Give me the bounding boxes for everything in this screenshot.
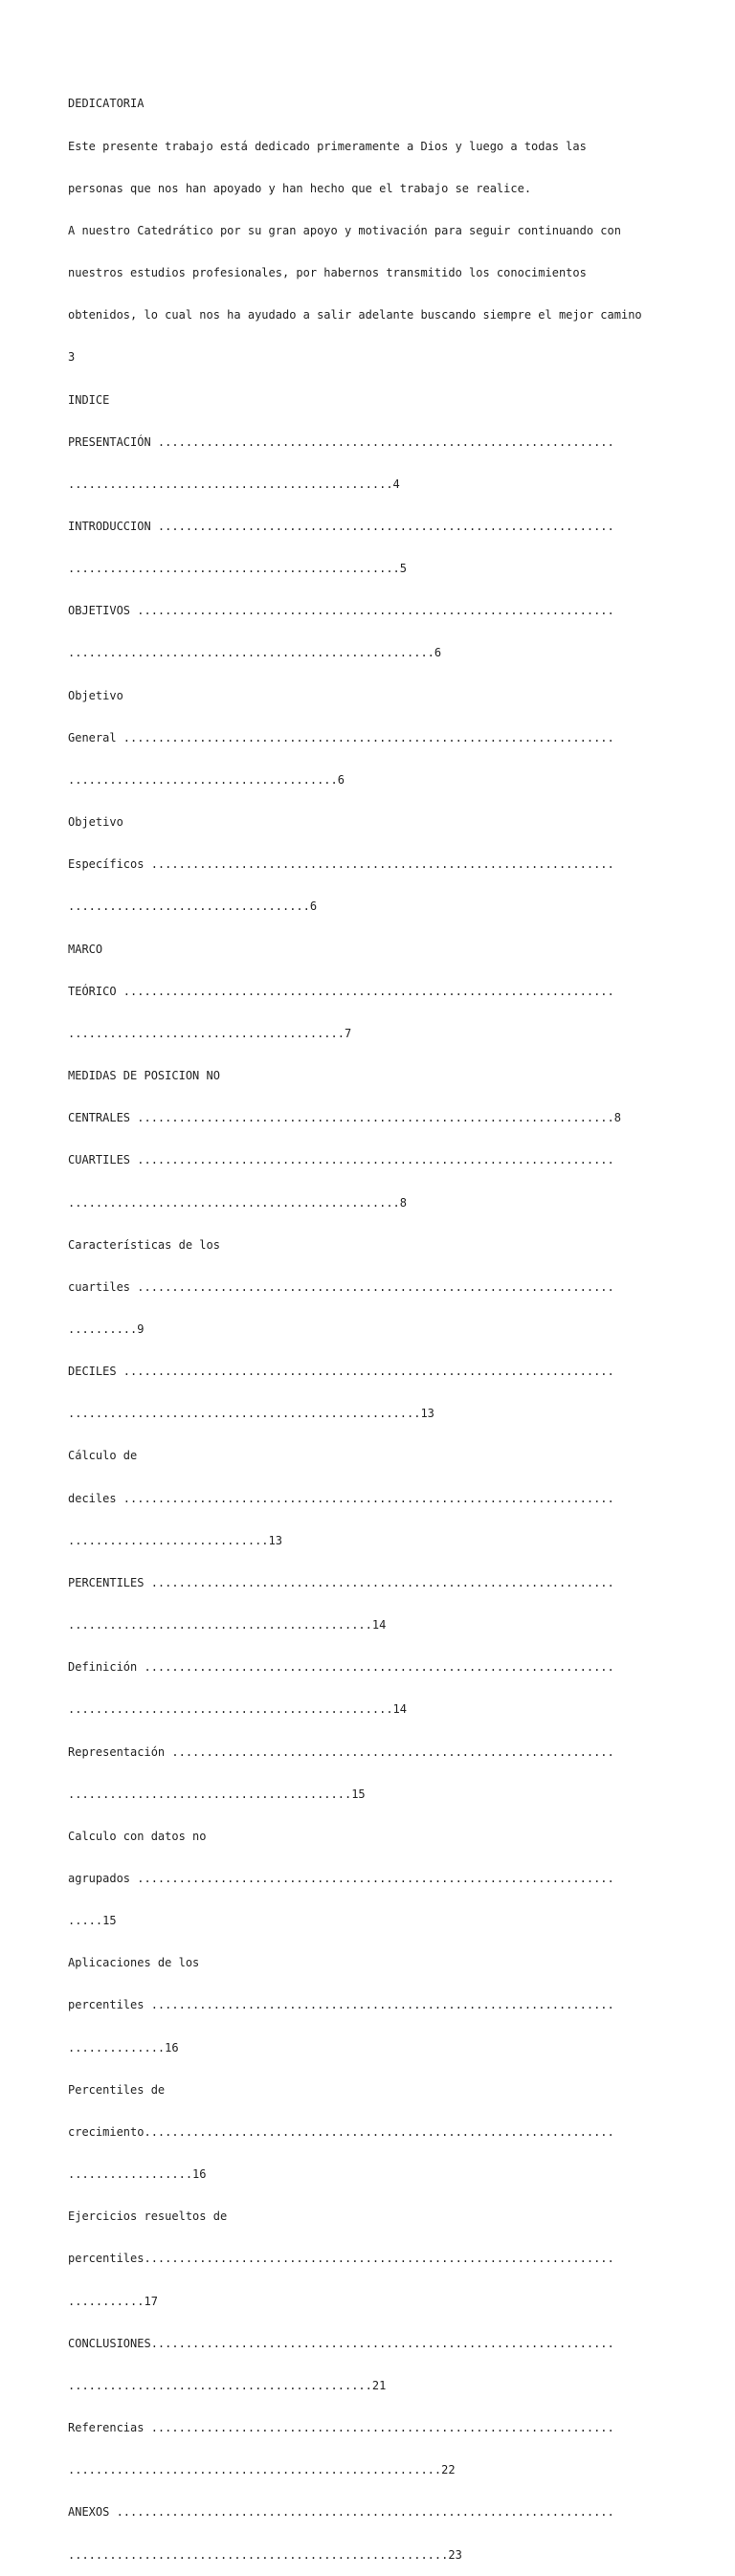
toc-entry-calculo-no-agrupados: Calculo con datos no [68,1829,207,1843]
toc-entry-caracteristicas-cuartiles: Características de los [68,1237,220,1252]
toc-entry-percentiles-crecimiento: Percentiles de [68,2082,166,2097]
toc-entry-anexos: ANEXOS ........................................................................ [68,2505,614,2520]
toc-entry-objetivo-especificos: Específicos ................................................................... [68,857,614,872]
dedication-heading: DEDICATORIA [68,97,145,111]
dedication-paragraph-line: nuestros estudios profesionales, por habernos transmitido los conocimientos [68,266,587,280]
toc-entry-objetivo-especificos: Objetivo [68,815,123,830]
toc-leader-percentiles: ............................................14 [68,1618,387,1632]
toc-leader-deciles: ...................................................13 [68,1407,434,1421]
toc-entry-cuartiles: CUARTILES ..................................................................... [68,1153,614,1167]
toc-entry-caracteristicas-cuartiles: cuartiles ..................................................................... [68,1279,614,1294]
toc-entry-aplicaciones-percentiles: Aplicaciones de los [68,1956,200,1970]
toc-entry-calculo-deciles: deciles ....................................................................... [68,1491,614,1505]
toc-leader-caracteristicas-cuartiles: ..........9 [68,1321,145,1336]
toc-leader-referencias: ......................................................22 [68,2463,456,2477]
toc-leader-presentacion: ...............................................4 [68,477,400,491]
document-body [68,69,680,2576]
toc-entry-conclusiones: CONCLUSIONES................................................................... [68,2336,614,2350]
toc-leader-marco-teorico: ........................................7 [68,1026,352,1040]
toc-entry-calculo-no-agrupados: agrupados ..................................................................... [68,1872,614,1885]
dedication-paragraph-line: personas que nos han apoyado y han hecho que el trabajo se realice. [68,181,532,195]
toc-entry-ejercicios-resueltos: Ejercicios resueltos de [68,2210,228,2224]
toc-entry-objetivo-general: Objetivo [68,688,123,702]
toc-leader-cuartiles: ................................................8 [68,1195,408,1210]
toc-leader-objetivo-especificos: ...................................6 [68,899,318,914]
toc-entry-percentiles: PERCENTILES ................................................................... [68,1575,614,1589]
toc-entry-objetivo-general: General ....................................................................... [68,730,614,744]
toc-leader-objetivos: .....................................................6 [68,646,442,660]
dedication-paragraph-line: Este presente trabajo está dedicado primeramente a Dios y luego a todas las [68,139,587,153]
toc-entry-representacion: Representación ................................................................ [68,1744,614,1759]
toc-entry-ejercicios-resueltos: percentiles.................................................................... [68,2252,614,2266]
toc-entry-calculo-deciles: Cálculo de [68,1449,138,1463]
toc-leader-objetivo-general: .......................................6 [68,772,345,787]
page-number: 3 [68,350,76,365]
toc-leader-calculo-no-agrupados: .....15 [68,1914,117,1928]
toc-entry-objetivos: OBJETIVOS ..................................................................... [68,604,614,618]
toc-entry-presentacion: PRESENTACIÓN .................................................................. [68,434,614,449]
toc-leader-anexos: .......................................................23 [68,2547,462,2562]
toc-leader-conclusiones: ............................................21 [68,2378,387,2392]
toc-entry-introduccion: INTRODUCCION .................................................................. [68,520,614,533]
toc-leader-calculo-deciles: .............................13 [68,1533,282,1547]
toc-leader-definicion: ...............................................14 [68,1702,408,1717]
toc-entry-medidas-posicion: CENTRALES .....................................................................8 [68,1111,621,1125]
toc-entry-percentiles-crecimiento: crecimiento.................................................................... [68,2124,614,2139]
toc-entry-referencias: Referencias ................................................................... [68,2421,614,2435]
dedication-paragraph-line: obtenidos, lo cual nos ha ayudado a salir adelante buscando siempre el mejor camino [68,308,642,322]
toc-leader-ejercicios-resueltos: ...........17 [68,2294,158,2308]
toc-entry-deciles: DECILES ....................................................................... [68,1365,614,1379]
toc-leader-aplicaciones-percentiles: ..............16 [68,2040,179,2054]
index-heading: INDICE [68,392,110,407]
toc-entry-medidas-posicion: MEDIDAS DE POSICION NO [68,1069,220,1083]
toc-leader-representacion: .........................................15 [68,1787,366,1801]
dedication-paragraph-line: A nuestro Catedrático por su gran apoyo y motivación para seguir continuando con [68,223,621,237]
toc-leader-introduccion: ................................................5 [68,562,408,576]
toc-leader-percentiles-crecimiento: ..................16 [68,2167,207,2182]
toc-entry-marco-teorico: MARCO [68,942,103,956]
toc-entry-aplicaciones-percentiles: percentiles ................................................................... [68,1998,614,2012]
toc-entry-definicion: Definición .................................................................... [68,1660,614,1675]
toc-entry-marco-teorico: TEÓRICO ....................................................................... [68,984,614,998]
